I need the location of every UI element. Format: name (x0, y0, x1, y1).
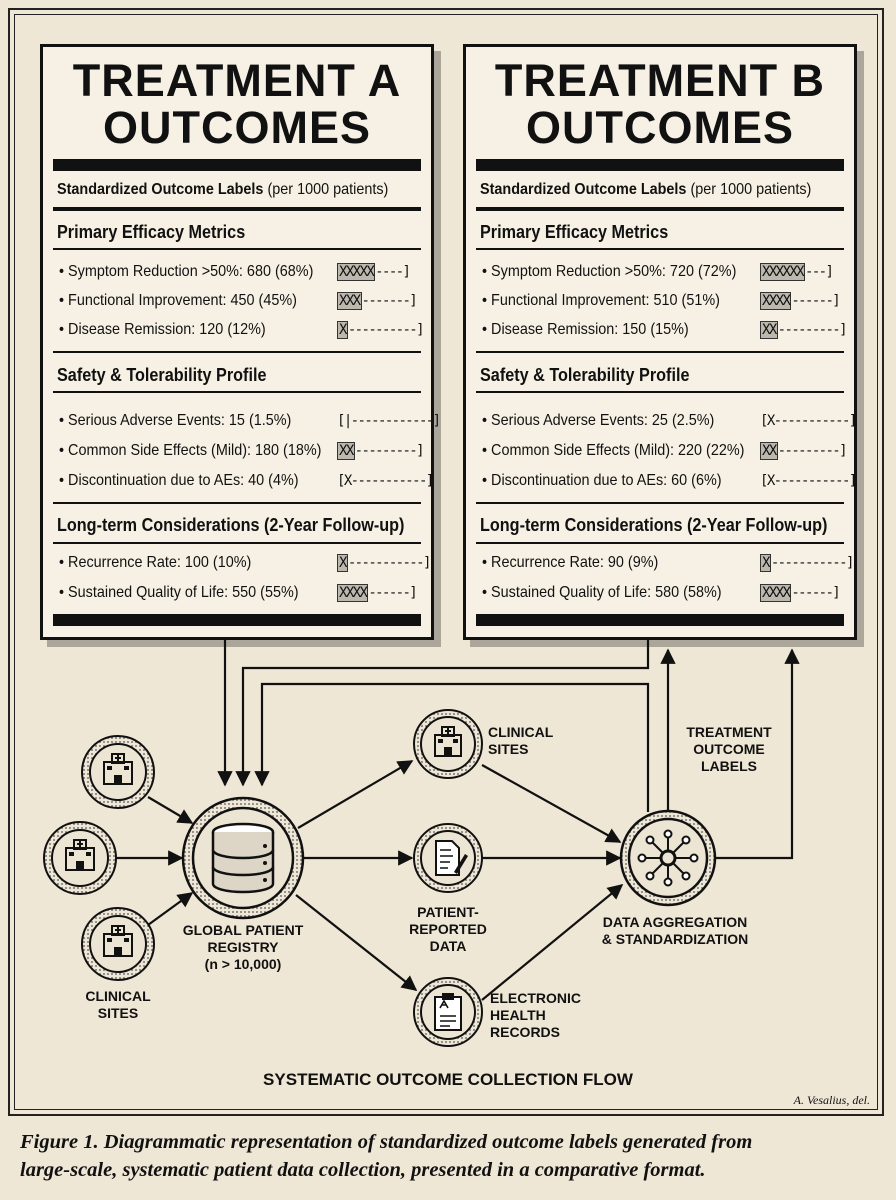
metric-label: • Disease Remission: 150 (15%) (482, 321, 689, 338)
ehr-label (490, 990, 581, 1041)
left-clinical-sites-label (68, 988, 168, 1022)
gauge-rest: ---] (804, 264, 833, 280)
gauge-fill: X (762, 555, 769, 571)
gauge-fill: XXXX (339, 585, 367, 601)
left-clinical-sites-line2: SITES (97, 1005, 139, 1021)
treatment-outcome-line2: OUTCOME (693, 741, 765, 757)
patient-reported-line1: PATIENT- (417, 904, 479, 920)
section-heading-safety: Safety & Tolerability Profile (480, 365, 690, 385)
metric-label: • Symptom Reduction >50%: 720 (72%) (482, 263, 737, 280)
gauge-rest: ------] (791, 585, 840, 601)
panel-title-line1: TREATMENT B (494, 55, 826, 106)
metric-label: • Disease Remission: 120 (12%) (59, 321, 266, 338)
metric-label: • Sustained Quality of Life: 580 (58%) (482, 584, 722, 601)
hospital-icon (414, 710, 482, 778)
gauge-fill: XX (762, 443, 776, 459)
section-heading-longterm: Long-term Considerations (2-Year Follow-up) (57, 515, 405, 535)
gauge-rest: X-----------] (343, 473, 433, 489)
top-clinical-sites-line2: SITES (488, 741, 529, 757)
gauge-fill: XX (762, 322, 776, 338)
metric-label: • Common Side Effects (Mild): 220 (22%) (482, 442, 745, 459)
treatment-outcome-labels-label (676, 724, 782, 775)
section-heading-safety: Safety & Tolerability Profile (57, 365, 267, 385)
aggregation-label (590, 914, 760, 948)
gauge-rest: -------] (361, 293, 417, 309)
ehr-line1: ELECTRONIC (490, 990, 581, 1006)
panel-title-line2: OUTCOMES (102, 102, 371, 153)
metric-label: • Serious Adverse Events: 15 (1.5%) (59, 412, 292, 429)
subtitle-note: (per 1000 patients) (267, 181, 389, 198)
gauge-fill: X (339, 555, 346, 571)
registry-label-line3: (n > 10,000) (204, 956, 282, 972)
subtitle-label: Standardized Outcome Labels (57, 181, 264, 198)
arrow-clinical-sites-to-aggregation (482, 765, 620, 842)
hospital-icon (82, 908, 154, 980)
gauge-fill: XXXXX (339, 264, 374, 280)
gauge-fill: XX (339, 443, 353, 459)
arrow-site3-to-registry (148, 893, 192, 925)
arrow-registry-to-clinical-sites (298, 761, 412, 828)
signature: A. Vesalius, del. (793, 1093, 870, 1107)
section-heading-longterm: Long-term Considerations (2-Year Follow-up) (480, 515, 828, 535)
hospital-icon (44, 822, 116, 894)
network-hub-icon (621, 811, 715, 905)
subtitle-label: Standardized Outcome Labels (480, 181, 687, 198)
clipboard-icon (414, 978, 482, 1046)
gauge-rest: ------] (368, 585, 417, 601)
metric-label: • Discontinuation due to AEs: 40 (4%) (59, 472, 299, 489)
subtitle-note: (per 1000 patients) (690, 181, 812, 198)
gauge-rest: ------] (791, 293, 840, 309)
metric-label: • Common Side Effects (Mild): 180 (18%) (59, 442, 322, 459)
aggregation-line2: & STANDARDIZATION (601, 931, 749, 947)
metric-label: • Recurrence Rate: 100 (10%) (59, 554, 252, 571)
metric-label: • Discontinuation due to AEs: 60 (6%) (482, 472, 722, 489)
gauge-lead: [ (337, 473, 344, 489)
gauge-fill: XXXXXX (762, 264, 803, 280)
gauge-rest: ----] (375, 264, 410, 280)
ehr-line3: RECORDS (490, 1024, 561, 1040)
gauge-lead: [ (760, 413, 767, 429)
top-clinical-sites-line1: CLINICAL (488, 724, 554, 740)
gauge-rest: ---------] (354, 443, 423, 459)
gauge-rest: -----------] (347, 555, 430, 571)
top-clinical-sites-label (488, 724, 553, 758)
database-icon (183, 798, 303, 918)
registry-label-line2: REGISTRY (207, 939, 279, 955)
gauge-rest: -----------] (770, 555, 853, 571)
caption-line1: Figure 1. Diagrammatic representation of standardized outcome labels generated from (20, 1131, 753, 1153)
aggregation-line1: DATA AGGREGATION (602, 914, 748, 930)
hospital-icon (82, 736, 154, 808)
metric-label: • Symptom Reduction >50%: 680 (68%) (59, 263, 314, 280)
treatment-outcome-line3: LABELS (701, 758, 757, 774)
gauge-fill: XXXX (762, 585, 790, 601)
section-heading-efficacy: Primary Efficacy Metrics (57, 222, 246, 242)
document-pen-icon (414, 824, 482, 892)
gauge-rest: ---------] (777, 322, 846, 338)
metric-label: • Functional Improvement: 510 (51%) (482, 292, 720, 309)
metric-label: • Sustained Quality of Life: 550 (55%) (59, 584, 299, 601)
gauge-rest: |------------] (343, 413, 440, 429)
metric-label: • Recurrence Rate: 90 (9%) (482, 554, 659, 571)
left-clinical-sites-line1: CLINICAL (85, 988, 151, 1004)
registry-label-line1: GLOBAL PATIENT (182, 922, 304, 938)
gauge-fill: X (339, 322, 346, 338)
gauge-rest: X-----------] (766, 473, 856, 489)
gauge-lead: [ (337, 413, 344, 429)
gauge-lead: [ (760, 473, 767, 489)
gauge-rest: X-----------] (766, 413, 856, 429)
gauge-fill: XXX (339, 293, 360, 309)
caption-line2: large-scale, systematic patient data collection, presented in a comparative format. (20, 1159, 706, 1181)
registry-label (176, 922, 310, 973)
ehr-line2: HEALTH (490, 1007, 546, 1023)
metric-label: • Functional Improvement: 450 (45%) (59, 292, 297, 309)
patient-reported-line3: DATA (429, 938, 467, 954)
treatment-outcome-line1: TREATMENT (686, 724, 772, 740)
flow-title: SYSTEMATIC OUTCOME COLLECTION FLOW (263, 1070, 633, 1089)
panel-title-line2: OUTCOMES (525, 102, 794, 153)
gauge-rest: ----------] (347, 322, 423, 338)
metric-label: • Serious Adverse Events: 25 (2.5%) (482, 412, 715, 429)
panel-title-line1: TREATMENT A (72, 55, 402, 106)
gauge-rest: ---------] (777, 443, 846, 459)
gauge-fill: XXXX (762, 293, 790, 309)
arrow-site1-to-registry (148, 797, 192, 823)
section-heading-efficacy: Primary Efficacy Metrics (480, 222, 669, 242)
patient-reported-label (398, 904, 498, 955)
patient-reported-line2: REPORTED (409, 921, 487, 937)
figure-caption (20, 1128, 880, 1184)
